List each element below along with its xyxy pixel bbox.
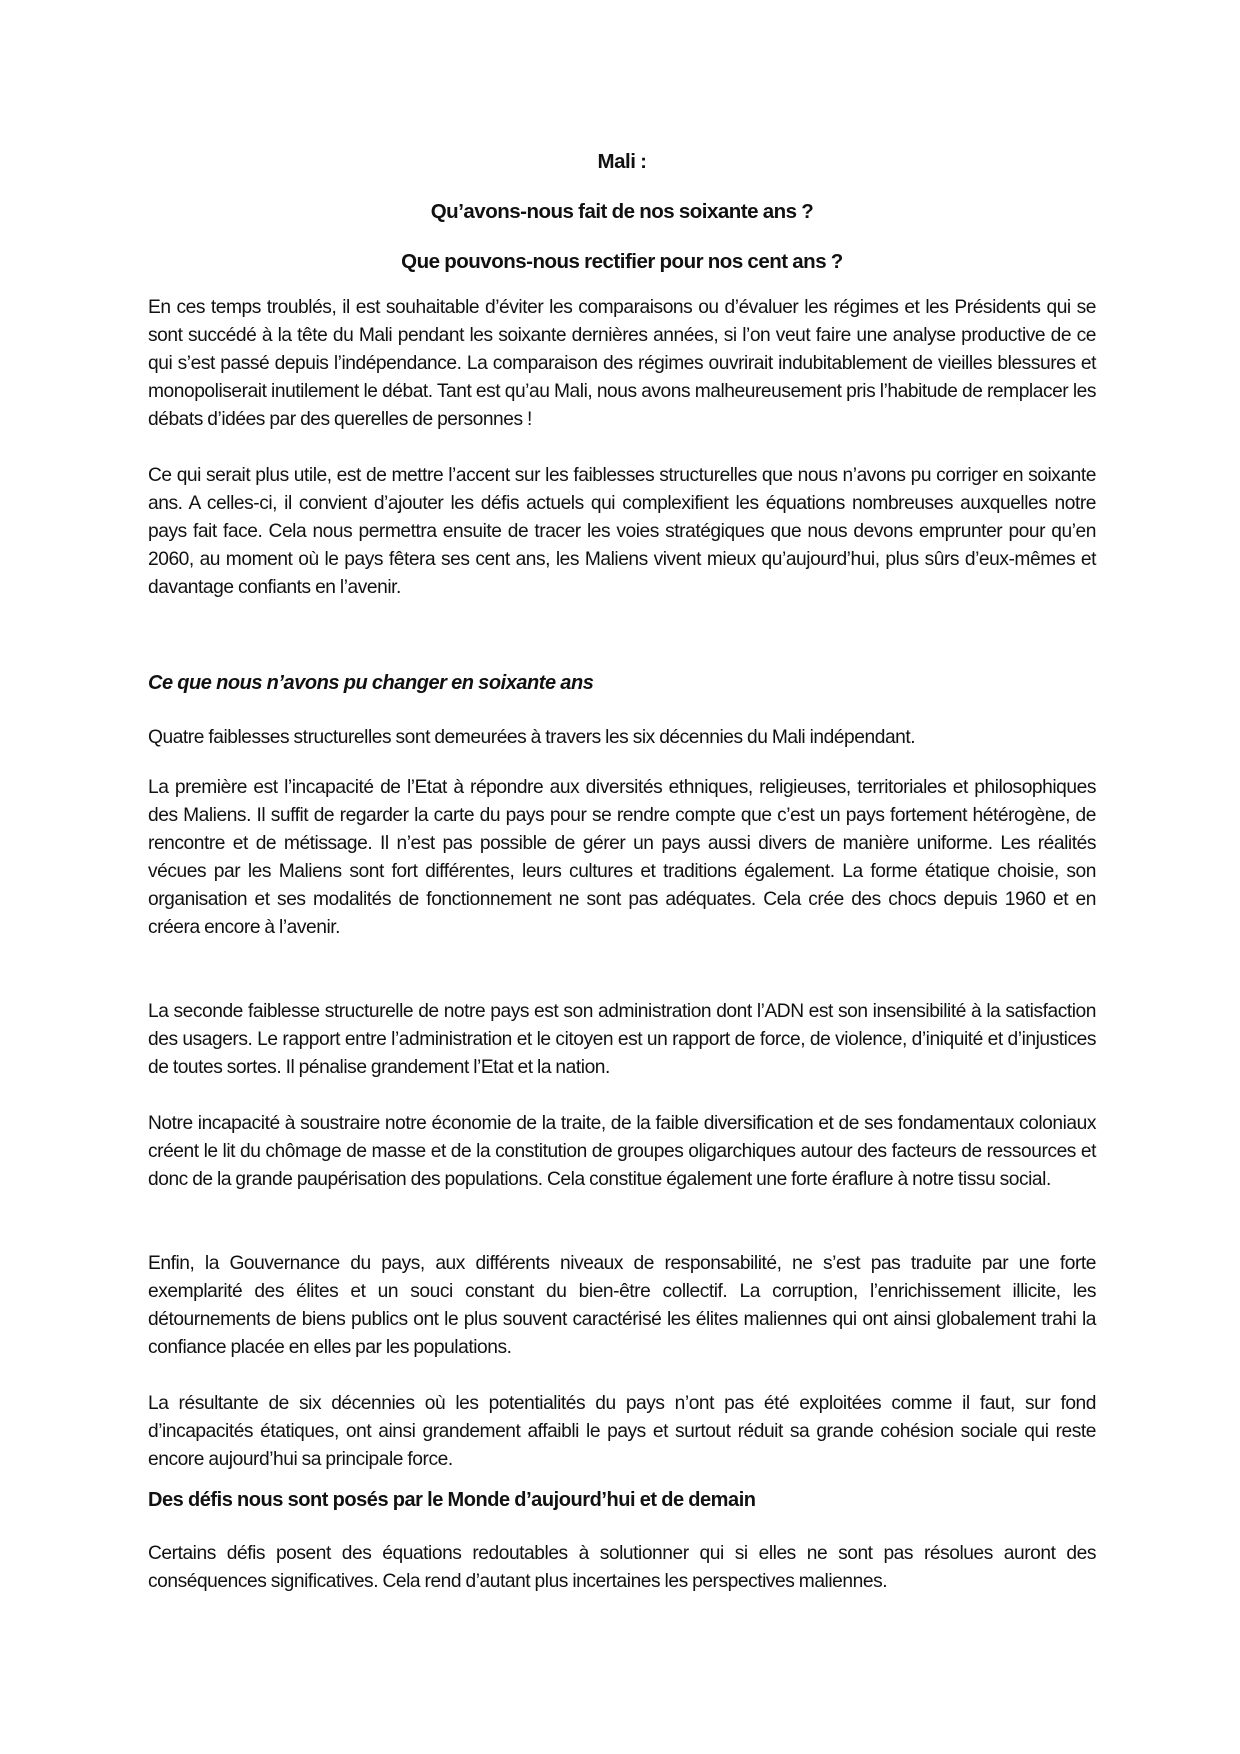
intro-paragraph-1: En ces temps troublés, il est souhaitable d’éviter les comparaisons ou d’évaluer les régimes et les Présidents qui se sont succédé à la tête du Mali pendant les soixante dernières années, si l’on veut faire une analyse productive de ce qui s’est passé depuis l’indépendance. La comparaison des régimes ouvrirait indubitablement de vieilles blessures et monopoliserait inutilement le débat. Tant est qu’au Mali, nous avons malheureusement pris l’habitude de remplacer les débats d’idées par des querelles de personnes ! <box>148 297 1096 430</box>
document-subtitle-1: Qu’avons-nous fait de nos soixante ans ? <box>430 200 814 223</box>
document-subtitle-2: Que pouvons-nous rectifier pour nos cent ans ? <box>401 250 843 273</box>
section1-paragraph-1: Quatre faiblesses structurelles sont demeurées à travers les six décennies du Mali indépendant. <box>148 727 916 748</box>
section2-paragraph-1: Certains défis posent des équations redoutables à solutionner qui si elles ne sont pas résolues auront des conséquences significatives. Cela rend d’autant plus incertaines les perspectives maliennes. <box>148 1543 1096 1592</box>
intro-paragraph-2: Ce qui serait plus utile, est de mettre l’accent sur les faiblesses structurelles que nous n’avons pu corriger en soixante ans. A celles-ci, il convient d’ajouter les défis actuels qui complexifient les équations nombreuses auxquelles notre pays fait face. Cela nous permettra ensuite de tracer les voies stratégiques que nous devons emprunter pour qu’en 2060, au moment où le pays fêtera ses cent ans, les Maliens vivent mieux qu’aujourd’hui, plus sûrs d’eux-mêmes et davantage confiants en l’avenir. <box>148 465 1096 598</box>
section1-paragraph-2: La première est l’incapacité de l’Etat à répondre aux diversités ethniques, religieuses, territoriales et philosophiques des Maliens. Il suffit de regarder la carte du pays pour se rendre compte que c’est un pays fortement hétérogène, de rencontre et de métissage. Il n’est pas possible de gérer un pays aussi divers de manière uniforme. Les réalités vécues par les Maliens sont fort différentes, leurs cultures et traditions également. La forme étatique choisie, son organisation et ses modalités de fonctionnement ne sont pas adéquates. Cela crée des chocs depuis 1960 et en créera encore à l’avenir. <box>148 777 1096 938</box>
section1-paragraph-5: Enfin, la Gouvernance du pays, aux différents niveaux de responsabilité, ne s’est pas traduite par une forte exemplarité des élites et un souci constant du bien-être collectif. La corruption, l’enrichissement illicite, les détournements de biens publics ont le plus souvent caractérisé les élites maliennes qui ont ainsi globalement trahi la confiance placée en elles par les populations. <box>148 1253 1096 1358</box>
section1-paragraph-6: La résultante de six décennies où les potentialités du pays n’ont pas été exploitées comme il faut, sur fond d’incapacités étatiques, ont ainsi grandement affaibli le pays et surtout réduit sa grande cohésion sociale qui reste encore aujourd’hui sa principale force. <box>148 1393 1096 1470</box>
document-title: Mali : <box>597 150 647 173</box>
section-heading-unchanged: Ce que nous n’avons pu changer en soixante ans <box>148 672 594 694</box>
section1-paragraph-4: Notre incapacité à soustraire notre économie de la traite, de la faible diversification et de ses fondamentaux coloniaux créent le lit du chômage de masse et de la constitution de groupes oligarchiques autour des facteurs de ressources et donc de la grande paupérisation des populations. Cela constitue également une forte éraflure à notre tissu social. <box>148 1113 1096 1190</box>
section1-paragraph-3: La seconde faiblesse structurelle de notre pays est son administration dont l’ADN est son insensibilité à la satisfaction des usagers. Le rapport entre l’administration et le citoyen est un rapport de force, de violence, d’iniquité et d’injustices de toutes sortes. Il pénalise grandement l’Etat et la nation. <box>148 1001 1096 1078</box>
section-heading-challenges: Des défis nous sont posés par le Monde d’aujourd’hui et de demain <box>148 1489 756 1511</box>
